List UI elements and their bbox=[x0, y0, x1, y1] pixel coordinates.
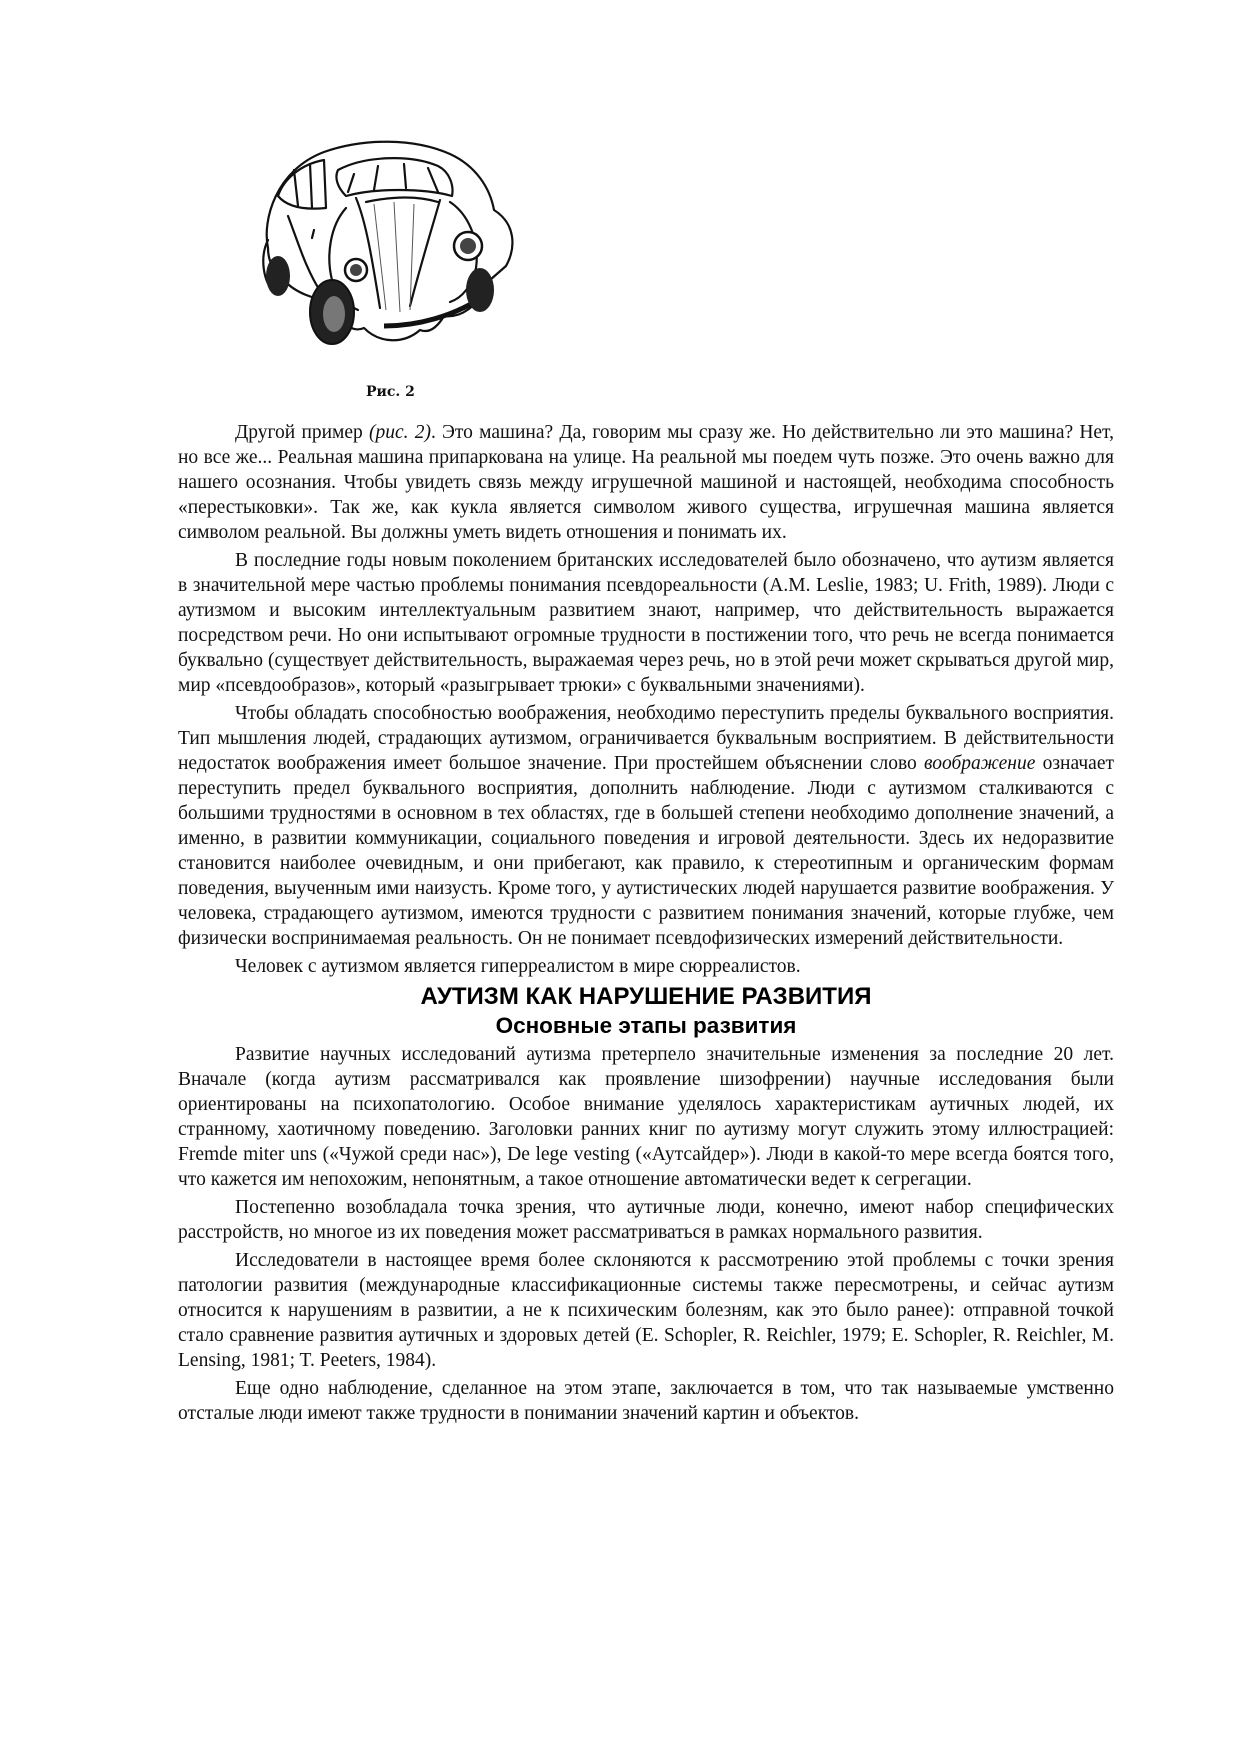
paragraph-text: Чтобы обладать способностью воображения, необходимо переступить пределы буквального восприятия. Тип мышления людей, страдающих аутизмом, ограничивается буквальным восприятием. В действительности недостаток воображения имеет большое значение. При простейшем объяснении слово bbox=[178, 703, 1114, 774]
car-illustration bbox=[254, 130, 554, 370]
paragraph: Развитие научных исследований аутизма претерпело значительные изменения за последние 20 лет. Вначале (когда аутизм рассматривался как проявление шизофрении) научные исследования были ориентированы на психопатологию. Особое внимание уделялось характеристикам аутичных людей, их странному, хаотичному поведению. Заголовки ранних книг по аутизму могут служить этому иллюстрацией: Fremde miter uns («Чужой среди нас»), De lege vesting («Аутсайдер»). Люди в какой-то мере всегда боятся того, что кажется им непохожим, непонятным, а такое отношение автоматически ведет к сегрегации. bbox=[178, 1044, 1114, 1190]
paragraph-text: означает переступить предел буквального восприятия, дополнить наблюдение. Люди с аутизмом сталкиваются с большими трудностями в основном в тех областях, где в большей степени необходимо дополнение значений, а именно, в развитии коммуникации, социального поведения и игровой деятельности. Здесь их недоразвитие становится наиболее очевидным, и они прибегают, как правило, к стереотипным и органическим формам поведения, выученным ими наизусть. Кроме того, у аутистических людей нарушается развитие воображения. У человека, страдающего аутизмом, имеются трудности с развитием понимания значений, которые глубже, чем физически воспринимаемая реальность. Он не понимает псевдофизических измерений действительности. bbox=[178, 753, 1114, 949]
paragraph: Еще одно наблюдение, сделанное на этом этапе, заключается в том, что так называемые умственно отсталые люди имеют также трудности в понимании значений картин и объектов. bbox=[178, 1378, 1114, 1424]
paragraph: Человек с аутизмом является гиперреалистом в мире сюрреалистов. bbox=[235, 956, 801, 977]
paragraph bbox=[178, 701, 1114, 951]
section-heading: АУТИЗМ КАК НАРУШЕНИЕ РАЗВИТИЯ bbox=[420, 983, 872, 1010]
paragraph: В последние годы новым поколением британских исследователей было обозначено, что аутизм является в значительной мере частью проблемы понимания псевдореальности (A.M. Leslie, 1983; U. Frith, 1989). Люди с аутизмом и высоким интеллектуальным развитием знают, например, что действительность выражается посредством речи. Но они испытывают огромные трудности в постижении того, что речь не всегда понимается буквально (существует действительность, выражаемая через речь, но в этой речи может скрываться другой мир, мир «псевдообразов», который «разыгрывает трюки» с буквальными значениями). bbox=[178, 550, 1114, 696]
car-icon bbox=[254, 130, 554, 370]
paragraph: Исследователи в настоящее время более склоняются к рассмотрению этой проблемы с точки зрения патологии развития (международные классификационные системы также пересмотрены, и сейчас аутизм относится к нарушениям в развитии, а не к психическим болезням, как это было ранее): отправной точкой стало сравнение развития аутичных и здоровых детей (E. Schopler, R. Reichler, 1979; E. Schopler, R. Reichler, M. Lensing, 1981; T. Peeters, 1984). bbox=[178, 1250, 1114, 1371]
document-body bbox=[178, 420, 1114, 1429]
paragraph-text: . Это машина? Да, говорим мы сразу же. Но действительно ли это машина? Нет, но все же... Реальная машина припаркована на улице. На реальной мы поедем чуть позже. Это очень важно для нашего осознания. Чтобы увидеть связь между игрушечной машиной и настоящей, необходима способность «перестыковки». Так же, как кукла является символом живого существа, игрушечная машина является символом реальной. Вы должны уметь видеть отношения и понимать их. bbox=[178, 422, 1114, 543]
emphasized-term: воображение bbox=[924, 753, 1036, 774]
figure-reference: (рис. 2) bbox=[369, 422, 431, 443]
paragraph bbox=[178, 420, 1114, 545]
paragraph: Постепенно возобладала точка зрения, что аутичные люди, конечно, имеют набор специфических расстройств, но многое из их поведения может рассматриваться в рамках нормального развития. bbox=[178, 1197, 1114, 1243]
paragraph-text: Другой пример bbox=[235, 422, 369, 443]
section-subheading: Основные этапы развития bbox=[495, 1013, 797, 1038]
figure-caption: Рис. 2 bbox=[366, 384, 415, 400]
